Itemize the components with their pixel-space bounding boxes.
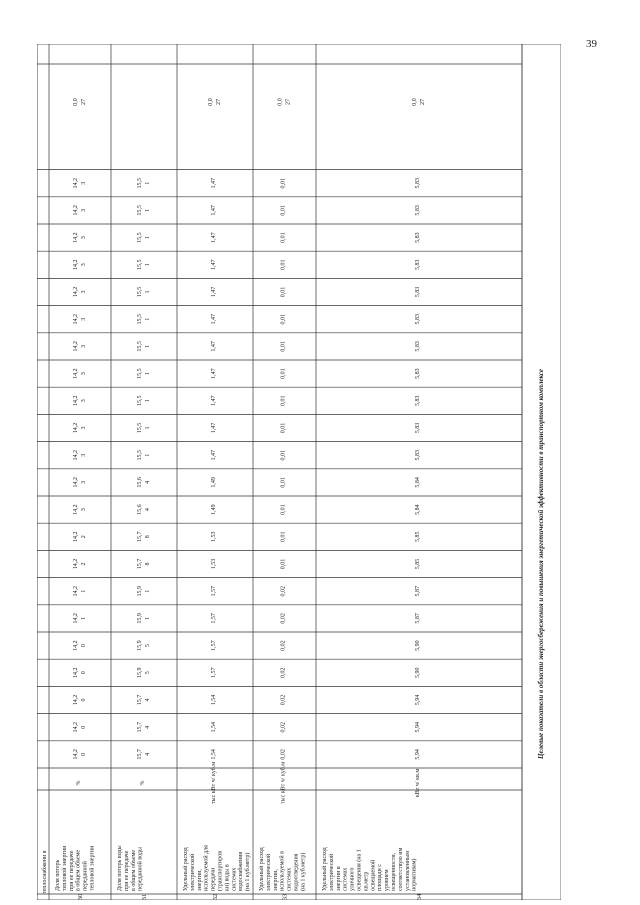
- value-cell-part: 3: [81, 263, 87, 267]
- row-name-line: Доля потерь: [55, 859, 61, 891]
- value-cell: 0,02: [280, 749, 287, 760]
- value-cell-part: 3: [81, 317, 87, 321]
- value-cell-part: 3: [81, 236, 87, 240]
- last-cell-part: 27: [420, 99, 426, 105]
- value-cell: 14,2: [73, 640, 79, 651]
- last-cell: 0,0: [208, 98, 214, 106]
- value-cell-part: 0: [81, 698, 87, 702]
- value-cell: 1,47: [211, 449, 217, 461]
- value-cell: 15,7: [137, 694, 143, 706]
- value-cell: 5,85: [415, 531, 421, 543]
- rotated-table: [37, 44, 561, 900]
- value-cell-part: 3: [81, 208, 87, 212]
- value-cell: 1,47: [211, 313, 217, 325]
- value-cell-part: 1: [81, 589, 87, 593]
- value-cell: 0,01: [280, 205, 287, 216]
- last-cell: 0,0: [412, 98, 418, 106]
- value-cell: 15,5: [137, 205, 143, 216]
- value-cell-part: 2: [81, 535, 87, 539]
- value-cell: 1,47: [211, 341, 217, 352]
- value-cell: 0,02: [280, 640, 287, 651]
- value-cell-part: 1: [145, 372, 151, 376]
- value-cell: 1,47: [211, 177, 217, 189]
- value-cell: 15,5: [137, 341, 143, 352]
- value-cell: 15,7: [137, 531, 143, 543]
- row-name-line: электрической: [189, 853, 196, 891]
- value-cell: 14,2: [73, 259, 79, 271]
- value-cell: 14,2: [73, 477, 79, 488]
- last-cell-part: 27: [81, 99, 87, 105]
- value-cell-part: 3: [81, 399, 87, 403]
- value-cell: 5,83: [415, 341, 421, 352]
- value-cell: 5,84: [415, 504, 421, 515]
- row-name-line: уличного: [349, 867, 356, 891]
- value-cell: 14,2: [73, 449, 79, 461]
- row-number: 31: [141, 893, 148, 900]
- value-cell: 14,2: [73, 395, 79, 407]
- value-cell-part: 1: [145, 399, 151, 403]
- last-cell: 0,0: [277, 98, 284, 106]
- value-cell-part: 1: [145, 263, 151, 267]
- value-cell: 15,5: [137, 259, 143, 271]
- value-cell: 5,83: [415, 368, 421, 379]
- row-name-line: Доля потерь воды: [117, 845, 123, 891]
- value-cell-part: 1: [145, 453, 151, 457]
- value-cell: 1,47: [211, 395, 217, 407]
- value-cell: 0,01: [280, 286, 287, 298]
- row-name-line: системах: [286, 867, 293, 891]
- value-cell: 0,01: [280, 259, 287, 271]
- value-cell-part: 4: [145, 698, 151, 702]
- value-cell: 1,57: [211, 613, 217, 624]
- value-cell: 0,01: [280, 232, 287, 243]
- value-cell: 5,83: [415, 286, 421, 298]
- value-cell: 0,02: [280, 721, 287, 733]
- header-fragment: теплоснабжени я: [42, 850, 48, 894]
- value-cell: 15,9: [137, 667, 143, 679]
- row-unit: %: [140, 780, 146, 786]
- row-name-line: энергии в: [335, 866, 342, 891]
- value-cell: 5,87: [415, 613, 421, 624]
- value-cell-part: 8: [145, 535, 151, 539]
- value-cell: 1,57: [211, 640, 217, 651]
- row-unit: тыс кВт ч/ куб.м: [280, 761, 287, 805]
- row-name-line: используемой для: [203, 845, 210, 891]
- value-cell: 5,83: [415, 177, 421, 189]
- table-cells: [41, 98, 426, 900]
- value-cell-part: 1: [145, 616, 151, 620]
- value-cell: 14,2: [73, 721, 79, 733]
- value-cell: 15,7: [137, 749, 143, 760]
- value-cell: 0,01: [280, 177, 287, 189]
- value-cell: 1,53: [211, 531, 217, 543]
- value-cell: 15,6: [137, 477, 143, 488]
- value-cell: 14,2: [73, 749, 79, 760]
- row-name-line: электрической: [265, 853, 272, 891]
- row-name-line: Удельный расход: [259, 847, 265, 891]
- value-cell-part: 3: [81, 290, 87, 294]
- row-name-line: тепловой энергии: [61, 845, 68, 891]
- row-name-line: водоотведения: [293, 853, 300, 891]
- value-cell-part: 3: [81, 508, 87, 512]
- row-name-line: переданной воды: [137, 846, 144, 891]
- value-cell-part: 4: [145, 480, 151, 484]
- value-cell: 1,47: [211, 368, 217, 379]
- value-cell: 14,2: [73, 286, 79, 298]
- value-cell: 0,01: [280, 422, 287, 434]
- value-cell: 15,6: [137, 504, 143, 515]
- row-name-line: освещаемой: [370, 859, 377, 891]
- value-cell: 1,54: [211, 694, 217, 706]
- row-name-line: энергии,: [272, 869, 279, 891]
- row-name-line: соответствую им: [397, 847, 404, 891]
- value-cell: 15,9: [137, 585, 143, 597]
- row-unit: кВт ч/ кв.м: [415, 768, 421, 798]
- value-cell: 5,83: [415, 313, 421, 325]
- value-cell: 5,83: [415, 422, 421, 434]
- value-cell: 1,47: [211, 286, 217, 298]
- value-cell-part: 3: [81, 453, 87, 457]
- last-cell-part: 27: [285, 99, 292, 105]
- value-cell: 14,2: [73, 177, 79, 189]
- value-cell: 15,5: [137, 395, 143, 407]
- value-cell: 1,49: [211, 477, 217, 488]
- value-cell: 5,85: [415, 558, 421, 570]
- value-cell: 0,01: [280, 368, 287, 379]
- row-name-line: используемой в: [279, 851, 286, 891]
- row-name-line: электрической: [328, 853, 335, 891]
- row-name-line: ки) воды в: [224, 864, 231, 891]
- value-cell: 14,2: [73, 613, 79, 624]
- row-name-line: в общем объеме: [75, 849, 82, 891]
- value-cell-part: 1: [145, 236, 151, 240]
- row-number: 32: [212, 893, 219, 900]
- row-name-line: уровнем: [384, 869, 391, 891]
- value-cell-part: 1: [145, 317, 151, 321]
- value-cell: 1,47: [211, 232, 217, 243]
- value-cell-part: 3: [81, 426, 87, 430]
- value-cell: 15,9: [137, 613, 143, 624]
- value-cell: 15,7: [137, 721, 143, 733]
- value-cell: 0,01: [280, 341, 287, 352]
- value-cell: 5,83: [415, 205, 421, 216]
- value-cell: 15,5: [137, 313, 143, 325]
- row-name-line: водоснабжения: [238, 851, 245, 891]
- value-cell: 14,2: [73, 422, 79, 434]
- value-cell: 14,2: [73, 341, 79, 352]
- value-cell: 5,90: [415, 640, 421, 651]
- value-cell: 1,49: [211, 504, 217, 515]
- value-cell-part: 5: [145, 671, 151, 675]
- row-name-line: (транспортиров: [217, 850, 224, 891]
- row-name-line: тепловой энергии: [89, 845, 96, 891]
- value-cell: 1,53: [211, 558, 217, 570]
- value-cell: 0,02: [280, 694, 287, 706]
- value-cell: 14,2: [73, 313, 79, 325]
- value-cell: 1,47: [211, 205, 217, 216]
- table-caption: Целевые показатели в области энергосбережения и повышения энергетической эффективности в транспортном комплексе: [537, 369, 545, 759]
- value-cell: 0,02: [280, 667, 287, 679]
- value-cell: 15,7: [137, 558, 143, 570]
- value-cell-part: 0: [81, 644, 87, 648]
- row-name-line: Удельный расход: [322, 847, 328, 891]
- row-name-line: освещенности,: [391, 852, 397, 891]
- row-number: 34: [416, 893, 423, 900]
- value-cell: 14,2: [73, 531, 79, 543]
- row-name-line: кв.метр: [363, 871, 370, 891]
- value-cell: 1,47: [211, 422, 217, 434]
- value-cell-part: 1: [145, 208, 151, 212]
- row-name-line: при ее передаче: [123, 850, 130, 891]
- value-cell-part: 0: [81, 725, 87, 729]
- value-cell: 5,90: [415, 667, 421, 679]
- value-cell-part: 1: [81, 616, 87, 620]
- value-cell: 15,5: [137, 286, 143, 298]
- value-cell: 0,01: [280, 395, 287, 407]
- value-cell-part: 1: [145, 589, 151, 593]
- value-cell-part: 3: [81, 480, 87, 484]
- value-cell: 5,94: [415, 694, 421, 706]
- row-name-line: (на 1 куб.метр): [300, 852, 307, 891]
- value-cell: 0,01: [280, 558, 287, 570]
- value-cell-part: 3: [81, 372, 87, 376]
- row-name-line: установленным: [404, 851, 411, 891]
- value-cell-part: 1: [145, 181, 151, 185]
- value-cell: 5,87: [415, 585, 421, 597]
- value-cell: 1,54: [211, 749, 217, 760]
- value-cell: 14,2: [73, 205, 79, 216]
- value-cell-part: 0: [81, 671, 87, 675]
- value-cell: 15,9: [137, 640, 143, 651]
- row-name-line: освещения (на 1: [356, 849, 363, 891]
- value-cell: 0,01: [280, 449, 287, 461]
- value-cell: 14,2: [73, 585, 79, 597]
- value-cell: 5,94: [415, 721, 421, 733]
- value-cell: 1,57: [211, 667, 217, 679]
- value-cell-part: 1: [145, 290, 151, 294]
- row-name-line: Удельный расход: [183, 847, 189, 891]
- value-cell-part: 0: [81, 752, 87, 756]
- row-name-line: в общем объеме: [130, 849, 137, 891]
- value-cell: 5,84: [415, 477, 421, 488]
- value-cell: 1,57: [211, 585, 217, 597]
- value-cell: 5,83: [415, 232, 421, 243]
- value-cell: 14,2: [73, 232, 79, 243]
- value-cell: 5,83: [415, 259, 421, 271]
- value-cell: 15,5: [137, 232, 143, 243]
- value-cell: 1,47: [211, 259, 217, 271]
- row-name-line: системах: [342, 867, 349, 891]
- row-name-line: энергии,: [196, 869, 203, 891]
- table-grid: [37, 44, 561, 900]
- value-cell: 5,83: [415, 449, 421, 461]
- value-cell: 0,01: [280, 531, 287, 543]
- value-cell: 5,94: [415, 749, 421, 760]
- row-name-line: переданной: [82, 861, 89, 891]
- value-cell-part: 5: [145, 644, 151, 648]
- value-cell-part: 4: [145, 752, 151, 756]
- row-name-line: при ее передаче: [68, 850, 75, 891]
- value-cell: 14,2: [73, 368, 79, 379]
- row-name-line: (на 1 куб.метр): [245, 852, 252, 891]
- value-cell: 15,5: [137, 449, 143, 461]
- value-cell-part: 4: [145, 508, 151, 512]
- row-name-line: нормативам): [411, 858, 418, 891]
- value-cell: 0,02: [280, 613, 287, 624]
- value-cell-part: 1: [145, 426, 151, 430]
- row-unit: тыс кВт ч/ куб.м: [211, 761, 217, 805]
- last-cell: 0,0: [73, 98, 79, 106]
- value-cell-part: 4: [145, 725, 151, 729]
- value-cell: 15,5: [137, 422, 143, 434]
- value-cell: 1,54: [211, 721, 217, 733]
- value-cell: 14,2: [73, 667, 79, 679]
- value-cell-part: 3: [81, 344, 87, 348]
- page-number: 39: [586, 38, 597, 50]
- value-cell-part: 2: [81, 562, 87, 566]
- value-cell: 14,2: [73, 694, 79, 706]
- value-cell: 15,5: [137, 177, 143, 189]
- value-cell: 0,02: [280, 585, 287, 597]
- row-unit: %: [76, 780, 82, 786]
- row-name-line: системах: [231, 867, 238, 891]
- value-cell-part: 8: [145, 562, 151, 566]
- value-cell-part: 1: [145, 344, 151, 348]
- value-cell: 0,01: [280, 313, 287, 325]
- value-cell: 0,01: [280, 477, 287, 488]
- last-cell-part: 27: [216, 99, 222, 105]
- row-name-line: передачи: [210, 867, 217, 891]
- value-cell: 0,01: [280, 504, 287, 515]
- value-cell: 14,2: [73, 504, 79, 515]
- row-name-line: площади с: [377, 864, 384, 891]
- row-number: 33: [281, 893, 289, 900]
- row-number: 30: [77, 893, 84, 900]
- value-cell: 15,5: [137, 368, 143, 379]
- value-cell: 5,83: [415, 395, 421, 407]
- value-cell: 14,2: [73, 558, 79, 570]
- value-cell-part: 3: [81, 181, 87, 185]
